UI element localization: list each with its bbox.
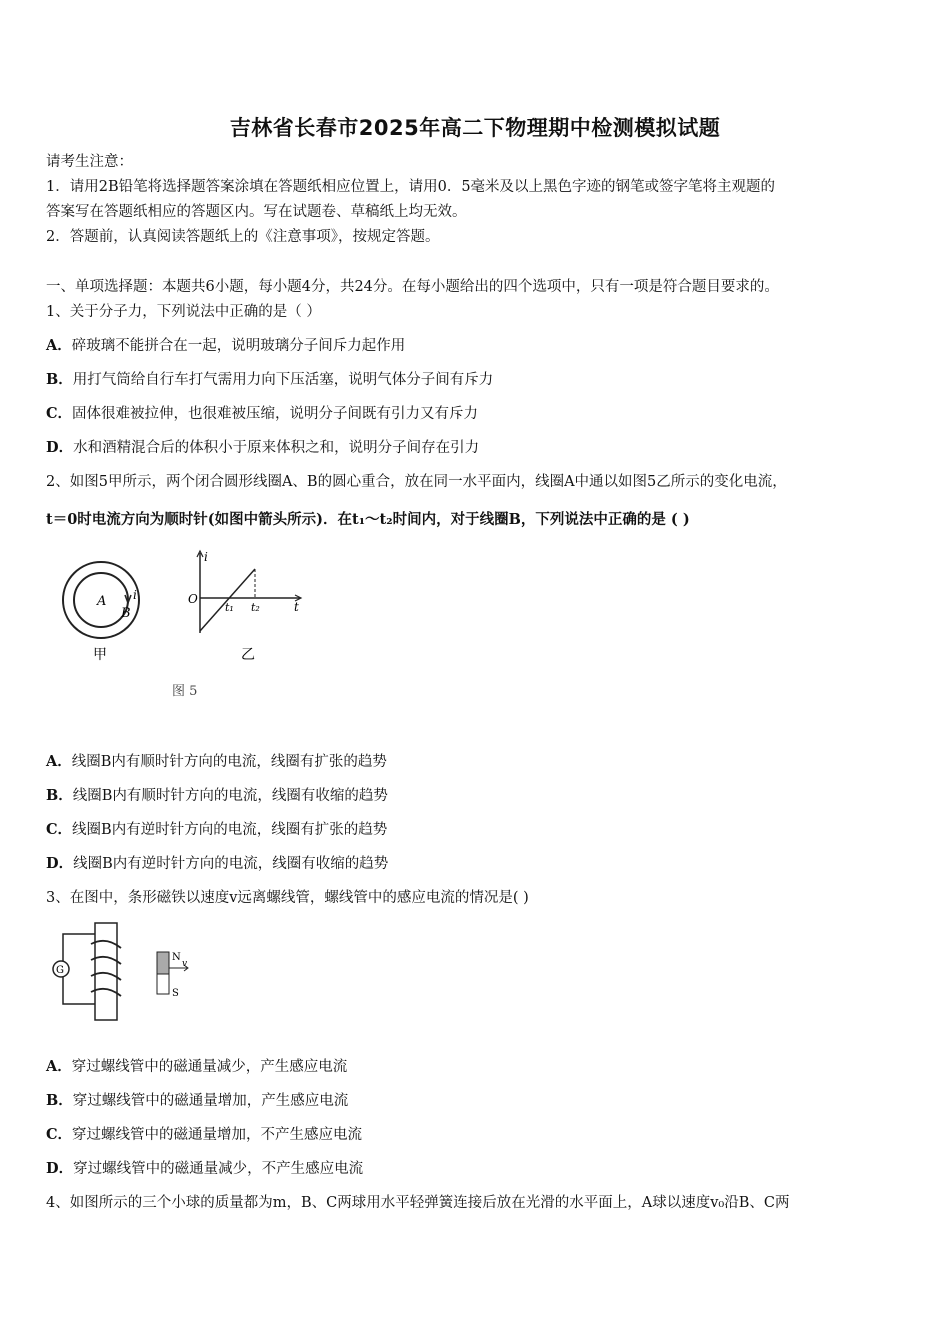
north-label: N <box>172 952 181 963</box>
south-label: S <box>172 988 179 999</box>
q1-option-b: B．用打气筒给自行车打气需用力向下压活塞，说明气体分子间有斥力 <box>46 371 494 388</box>
t2-label: t₂ <box>251 601 260 614</box>
magnet-south <box>157 974 169 994</box>
current-label: i <box>133 588 137 602</box>
coil-b-label: B <box>121 606 131 621</box>
q1-option-d: D．水和酒精混合后的体积小于原来体积之和，说明分子间存在引力 <box>46 439 480 456</box>
coil-a-label: A <box>97 594 107 609</box>
galvanometer-label: G <box>56 965 64 976</box>
q2-stem-line-2: t＝0时电流方向为顺时针(如图中箭头所示)．在t₁～t₂时间内，对于线圈B，下列说法中正确的是 ( ) <box>46 511 690 528</box>
magnet-north <box>157 952 169 974</box>
q3-option-b: B．穿过螺线管中的磁通量增加，产生感应电流 <box>46 1092 349 1109</box>
velocity-label: v <box>182 959 188 969</box>
q3-option-a: A．穿过螺线管中的磁通量减少，产生感应电流 <box>46 1058 348 1075</box>
page-title: 吉林省长春市2025年高二下物理期中检测模拟试题 <box>229 116 721 140</box>
q3-stem: 3、在图中，条形磁铁以速度v远离螺线管，螺线管中的感应电流的情况是( ) <box>46 890 529 906</box>
q4-stem: 4、如图所示的三个小球的质量都为m，B、C两球用水平轻弹簧连接后放在光滑的水平面上，A球以速度v₀沿B、C两 <box>46 1195 790 1211</box>
notice-item-1-line-1: 1．请用2B铅笔将选择题答案涂填在答题纸相应位置上，请用0．5毫米及以上黑色字迹的钢笔或签字笔将主观题的 <box>46 179 776 195</box>
x-axis-label: t <box>294 600 299 614</box>
q3-option-d: D．穿过螺线管中的磁通量减少，不产生感应电流 <box>46 1160 364 1177</box>
q3-figure <box>45 920 205 1025</box>
notice-item-1-line-2: 答案写在答题纸相应的答题区内。写在试题卷、草稿纸上均无效。 <box>46 204 467 220</box>
solenoid-core <box>95 923 117 1020</box>
q2-option-b: B．线圈B内有顺时针方向的电流，线圈有收缩的趋势 <box>46 787 388 804</box>
right-caption: 乙 <box>241 647 255 663</box>
q2-option-a: A．线圈B内有顺时针方向的电流，线圈有扩张的趋势 <box>46 753 387 770</box>
q2-stem-line-1: 2、如图5甲所示，两个闭合圆形线圈A、B的圆心重合，放在同一水平面内，线圈A中通以如图5乙所示的变化电流， <box>46 474 787 490</box>
q2-option-d: D．线圈B内有逆时针方向的电流，线圈有收缩的趋势 <box>46 855 389 872</box>
q1-option-c: C．固体很难被拉伸，也很难被压缩，说明分子间既有引力又有斥力 <box>46 405 479 422</box>
current-line <box>200 569 255 631</box>
q2-figure <box>55 545 325 705</box>
q1-stem: 1、关于分子力，下列说法中正确的是（ ） <box>46 304 321 320</box>
q1-option-a: A．碎玻璃不能拼合在一起，说明玻璃分子间斥力起作用 <box>46 337 406 354</box>
notice-heading: 请考生注意： <box>46 154 133 170</box>
notice-item-2: 2．答题前，认真阅读答题纸上的《注意事项》，按规定答题。 <box>46 229 440 245</box>
figure-caption: 图 5 <box>172 684 198 699</box>
origin-label: O <box>188 592 198 606</box>
q2-option-c: C．线圈B内有逆时针方向的电流，线圈有扩张的趋势 <box>46 821 388 838</box>
left-caption: 甲 <box>93 647 107 663</box>
section-heading: 一、单项选择题：本题共6小题，每小题4分，共24分。在每小题给出的四个选项中，只有一项是符合题目要求的。 <box>46 279 779 295</box>
q3-option-c: C．穿过螺线管中的磁通量增加，不产生感应电流 <box>46 1126 363 1143</box>
t1-label: t₁ <box>225 601 234 614</box>
y-axis-label: i <box>204 550 208 564</box>
